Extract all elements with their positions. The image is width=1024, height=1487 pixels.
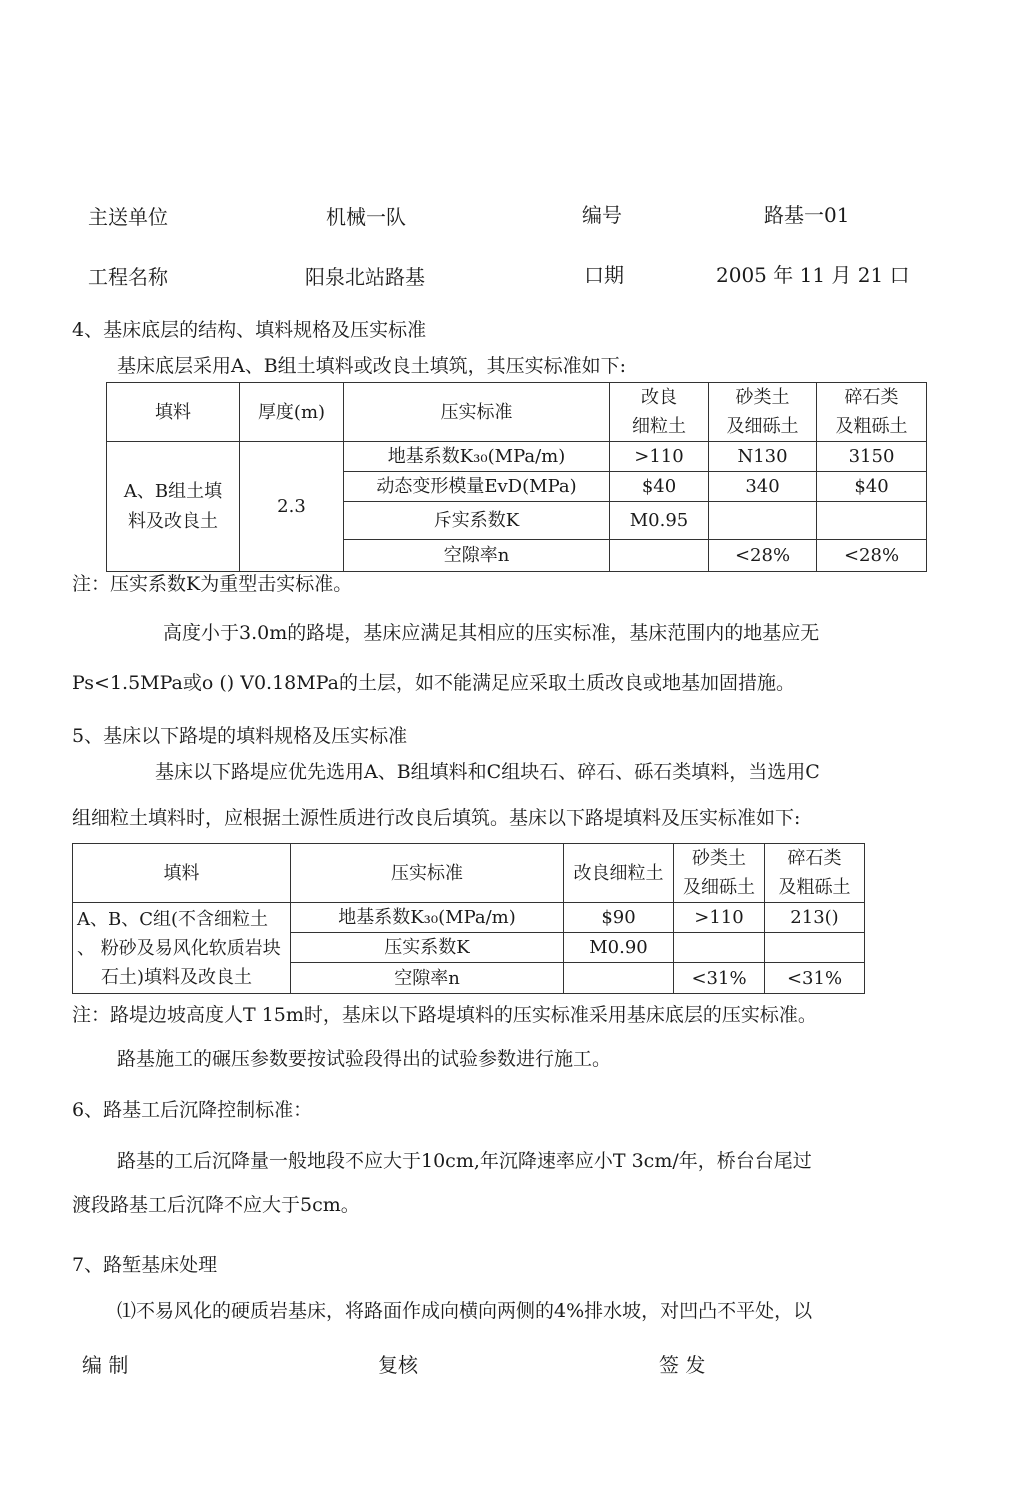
th-sandy-soil-l1: 砂类土 bbox=[692, 848, 746, 869]
th-fine-soil-l1: 改良 bbox=[641, 387, 677, 408]
table-row bbox=[73, 903, 865, 933]
date-value: 2005 年 11 月 21 口 bbox=[716, 263, 910, 287]
cell-fill-l1: A、B、C组(不含细粒土 bbox=[77, 908, 269, 930]
section7-title: 7、路堑基床处理 bbox=[72, 1254, 218, 1276]
cell-val: <31% bbox=[765, 963, 865, 994]
cell-fill-l2: 料及改良土 bbox=[128, 510, 218, 532]
issue-label: 签 发 bbox=[659, 1353, 706, 1377]
cell-val: 213() bbox=[765, 903, 865, 933]
section7-para-line1: ⑴不易风化的硬质岩基床，将路面作成向横向两侧的4%排水坡，对凹凸不平处，以 bbox=[117, 1300, 813, 1322]
review-label: 复核 bbox=[378, 1353, 418, 1377]
th-fine-soil: 改良细粒土 bbox=[564, 844, 674, 903]
cell-val: $40 bbox=[817, 472, 927, 502]
project-label: 工程名称 bbox=[88, 265, 168, 289]
cell-std: 压实系数K bbox=[291, 933, 564, 963]
section4-para-line1: 高度小于3.0m的路堤，基床应满足其相应的压实标准，基床范围内的地基应无 bbox=[163, 622, 820, 644]
section4-para-line2: Ps<1.5MPa或o () V0.18MPa的土层，如不能满足应采取土质改良或地基加固措施。 bbox=[72, 672, 795, 694]
cell-std: 空隙率n bbox=[344, 540, 610, 572]
cell-val: >110 bbox=[610, 442, 709, 472]
th-gravel-l2: 及粗砾土 bbox=[835, 416, 908, 437]
cell-val: 3150 bbox=[817, 442, 927, 472]
cell-val: M0.90 bbox=[564, 933, 674, 963]
th-gravel-l1: 碎石类 bbox=[787, 848, 842, 869]
cell-val: N130 bbox=[709, 442, 817, 472]
table-row bbox=[107, 442, 927, 472]
cell-val: <28% bbox=[709, 540, 817, 572]
cell-val: $90 bbox=[564, 903, 674, 933]
section5-para-line1: 基床以下路堤应优先选用A、B组填料和C组块石、碎石、砾石类填料，当选用C bbox=[155, 761, 820, 783]
section5-para-line2: 组细粒土填料时，应根据土源性质进行改良后填筑。基床以下路堤填料及压实标准如下: bbox=[72, 807, 801, 829]
cell-val bbox=[817, 502, 927, 540]
sender-value: 机械一队 bbox=[326, 205, 406, 229]
section4-note: 注：压实系数K为重型击实标准。 bbox=[72, 573, 353, 595]
project-value: 阳泉北站路基 bbox=[305, 265, 425, 289]
th-sandy-soil-l2: 及细砾土 bbox=[726, 416, 799, 437]
th-sandy-soil-l1: 砂类土 bbox=[735, 387, 790, 408]
section6-para-line1: 路基的工后沉降量一般地段不应大于10cm,年沉降速率应小T 3cm/年，桥台台尾过 bbox=[117, 1150, 812, 1172]
section6-para-line2: 渡段路基工后沉降不应大于5cm。 bbox=[72, 1194, 360, 1216]
section5-title: 5、基床以下路堤的填料规格及压实标准 bbox=[72, 725, 408, 747]
cell-val: $40 bbox=[610, 472, 709, 502]
cell-thickness: 2.3 bbox=[240, 442, 344, 572]
cell-fill bbox=[107, 442, 240, 572]
section5-para: 路基施工的碾压参数要按试验段得出的试验参数进行施工。 bbox=[117, 1048, 612, 1070]
cell-fill bbox=[73, 903, 291, 994]
number-value: 路基一01 bbox=[764, 203, 850, 227]
section4-title: 4、基床底层的结构、填料规格及压实标准 bbox=[72, 319, 427, 341]
th-thickness: 厚度(m) bbox=[240, 383, 344, 442]
th-gravel-l1: 碎石类 bbox=[844, 387, 899, 408]
cell-val bbox=[709, 502, 817, 540]
th-gravel bbox=[817, 383, 927, 442]
compile-label: 编 制 bbox=[82, 1353, 129, 1377]
th-gravel-l2: 及粗砾土 bbox=[778, 877, 851, 898]
cell-fill-l2: 、 粉砂及易风化软质岩块 bbox=[77, 937, 281, 959]
cell-std: 斥实系数K bbox=[344, 502, 610, 540]
th-fine-soil-l2: 细粒土 bbox=[632, 416, 686, 437]
section5-note: 注：路堤边坡高度人T 15m时，基床以下路堤填料的压实标准采用基床底层的压实标准。 bbox=[72, 1004, 817, 1026]
section6-title: 6、路基工后沉降控制标准： bbox=[72, 1099, 313, 1121]
cell-val bbox=[610, 540, 709, 572]
section4-intro: 基床底层采用A、B组土填料或改良土填筑，其压实标准如下: bbox=[117, 355, 627, 377]
cell-std: 地基系数K₃₀(MPa/m) bbox=[344, 442, 610, 472]
cell-fill-l3: 石土)填料及改良土 bbox=[101, 966, 253, 988]
cell-val bbox=[564, 963, 674, 994]
th-standard: 压实标准 bbox=[291, 844, 564, 903]
th-standard: 压实标准 bbox=[344, 383, 610, 442]
th-sandy-soil-l2: 及细砾土 bbox=[683, 877, 755, 898]
cell-val: <28% bbox=[817, 540, 927, 572]
cell-val: >110 bbox=[674, 903, 765, 933]
cell-val: M0.95 bbox=[610, 502, 709, 540]
th-sandy-soil bbox=[709, 383, 817, 442]
th-sandy-soil bbox=[674, 844, 765, 903]
sender-label: 主送单位 bbox=[88, 205, 168, 229]
cell-val: 340 bbox=[709, 472, 817, 502]
cell-val: <31% bbox=[674, 963, 765, 994]
table-subgrade-bottom bbox=[106, 382, 927, 572]
th-fill: 填料 bbox=[73, 844, 291, 903]
cell-std: 空隙率n bbox=[291, 963, 564, 994]
th-gravel bbox=[765, 844, 865, 903]
cell-val bbox=[674, 933, 765, 963]
cell-fill-l1: A、B组土填 bbox=[123, 480, 223, 502]
th-fill: 填料 bbox=[107, 383, 240, 442]
table-embankment bbox=[72, 843, 865, 994]
cell-std: 动态变形模量EvD(MPa) bbox=[344, 472, 610, 502]
number-label: 编号 bbox=[582, 203, 622, 227]
date-label: 口期 bbox=[584, 263, 624, 287]
cell-std: 地基系数K₃₀(MPa/m) bbox=[291, 903, 564, 933]
cell-val bbox=[765, 933, 865, 963]
th-fine-soil bbox=[610, 383, 709, 442]
